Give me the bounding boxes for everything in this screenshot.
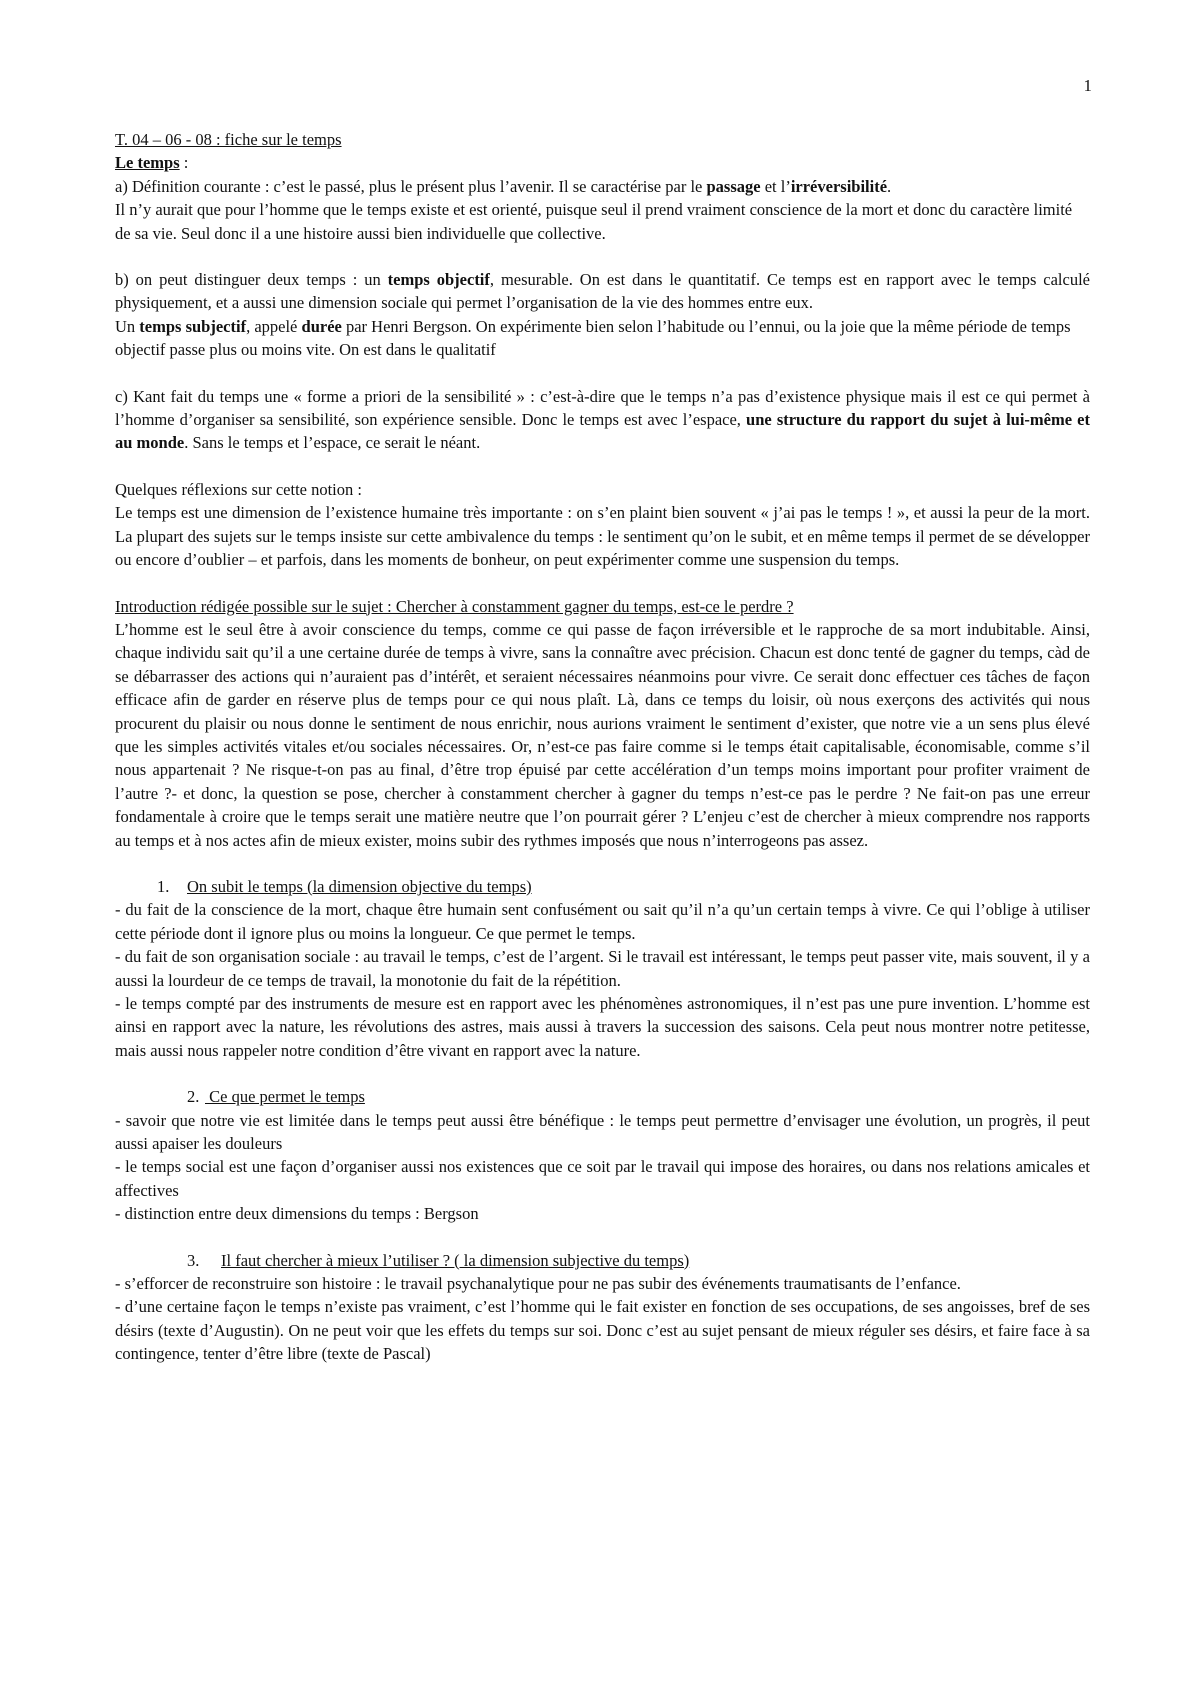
section-3-item: - s’efforcer de reconstruire son histoire : le travail psychanalytique pour ne pas subir des événements traumatisants de l’enfance.	[115, 1274, 961, 1294]
section-2-item: - savoir que notre vie est limitée dans le temps peut aussi être bénéfique : le temps peut permettre d’envisager une évolution, un progrès, il peut aussi apaiser les douleurs	[115, 1110, 1090, 1154]
definition-b-subjective: Un temps subjectif, appelé durée par Henri Bergson. On expérimente bien selon l’habitude ou l’ennui, ou la joie que la même période de temps objectif passe plus ou moins vite. On est dans le qualitatif	[115, 316, 1071, 360]
definition-c: c) Kant fait du temps une « forme a priori de la sensibilité » : c’est-à-dire que le temps n’a pas d’existence physique mais il est ce qui permet à l’homme d’organiser sa sensibilité, son expérience sensible. Donc le temps est avec l’espace, une structure du rapport du sujet à lui-même et au monde. Sans le temps et l’espace, ce serait le néant.	[115, 386, 1090, 453]
section-3-item: - d’une certaine façon le temps n’existe pas vraiment, c’est l’homme qui le fait exister en fonction de ses occupations, de ses angoisses, bref de ses désirs (texte d’Augustin). On ne peut voir que les effets du temps sur soi. Donc c’est au sujet pensant de mieux réguler ses désirs, et faire face à sa contingence, tenter d’être libre (texte de Pascal)	[115, 1297, 1090, 1364]
definition-a-continued: Il n’y aurait que pour l’homme que le temps existe et est orienté, puisque seul il prend vraiment conscience de la mort et donc du caractère limité de sa vie. Seul donc il a une histoire aussi bien individuelle que collective.	[115, 200, 1073, 243]
introduction-text: L’homme est le seul être à avoir conscience du temps, comme ce qui passe de façon irréversible et le rapproche de sa mort indubitable. Ainsi, chaque individu sait qu’il a une certaine durée de temps à vivre, sans la connaître avec précision. Chacun est donc tenté de gagner du temps, càd de se débarrasser des actions qui n’auraient pas d’intérêt, et seraient nécessaires néanmoins pour vivre. Ce serait donc effectuer ces tâches de façon efficace afin de garder en réserve plus de temps pour ce qui nous plaît. Là, dans ce temps du loisir, où nous exerçons des activités qui nous procurent du plaisir ou nous donne le sentiment de nous enrichir, nous aurions vraiment le sentiment d’exister, que notre vie a un sens plus élevé que les simples activités vitales et/ou sociales nécessaires. Or, n’est-ce pas faire comme si le temps était capitalisable, économisable, comme s’il nous appartenait ? Ne risque-t-on pas au final, d’être trop épuisé par cette accélération d’un temps moins important pour profiter vraiment de l’autre ?- et donc, la question se pose, chercher à constamment chercher à gagner du temps n’est-ce pas le perdre ? Ne fait-on pas une erreur fondamentale à croire que le temps serait une matière neutre que l’on pourrait gérer ? L’enjeu c’est de chercher à mieux comprendre nos rapports au temps et à nos actes afin de mieux exister, moins subir des rythmes imposés que nous n’interrogeons pas assez.	[115, 619, 1090, 850]
section-heading-2: 2. Ce que permet le temps	[187, 1087, 365, 1107]
definition-a: a) Définition courante : c’est le passé, plus le présent plus l’avenir. Il se caractérise par le passage et l’irréversibilité.	[115, 176, 892, 196]
section-2-item: - le temps social est une façon d’organiser aussi nos existences que ce soit par le travail qui impose des horaires, ou dans nos relations amicales et affectives	[115, 1157, 1090, 1200]
introduction-title: Introduction rédigée possible sur le sujet : Chercher à constamment gagner du temps, est-ce le perdre ?	[115, 596, 794, 616]
document-title: Le temps :	[115, 153, 189, 173]
date-line: T. 04 – 06 - 08 : fiche sur le temps	[115, 130, 342, 149]
definition-b: b) on peut distinguer deux temps : un temps objectif, mesurable. On est dans le quantitatif. Ce temps est en rapport avec le temps calculé physiquement, et a aussi une dimension sociale qui permet l’organisation de la vie des hommes entre eux.	[115, 270, 1091, 313]
section-1-item: - le temps compté par des instruments de mesure est en rapport avec les phénomènes astronomiques, il n’est pas une pure invention. L’homme est ainsi en rapport avec la nature, les révolutions des astres, mais aussi à travers la succession des saisons. Cela peut nous montrer notre petitesse, mais aussi nous rappeler notre condition d’être vivant en rapport avec la nature.	[115, 994, 1090, 1060]
page-number: 1	[1083, 76, 1092, 95]
section-heading-3: 3. Il faut chercher à mieux l’utiliser ? ( la dimension subjective du temps)	[187, 1250, 690, 1270]
document-body	[115, 128, 1090, 1366]
section-2-item: - distinction entre deux dimensions du temps : Bergson	[115, 1204, 479, 1224]
section-1-item: - du fait de la conscience de la mort, chaque être humain sent confusément ou sait qu’il n’a qu’un certain temps à vivre. Ce qui l’oblige à utiliser cette période dont il ignore plus ou moins la longueur. Ce que permet le temps.	[115, 900, 1090, 943]
reflexions-text: Le temps est une dimension de l’existence humaine très importante : on s’en plaint bien souvent « j’ai pas le temps ! », et aussi la peur de la mort. La plupart des sujets sur le temps insiste sur cette ambivalence du temps : le sentiment qu’on le subit, et en même temps il permet de se développer ou encore d’oublier – et parfois, dans les moments de bonheur, on peut expérimenter comme une suspension du temps.	[115, 503, 1090, 570]
section-1-item: - du fait de son organisation sociale : au travail le temps, c’est de l’argent. Si le travail est intéressant, le temps peut passer vite, mais souvent, il y a aussi la lourdeur de ce temps de travail, la monotonie du fait de la répétition.	[115, 947, 1090, 990]
section-heading-1: 1. On subit le temps (la dimension objective du temps)	[157, 876, 532, 896]
reflexions-title: Quelques réflexions sur cette notion :	[115, 479, 362, 499]
